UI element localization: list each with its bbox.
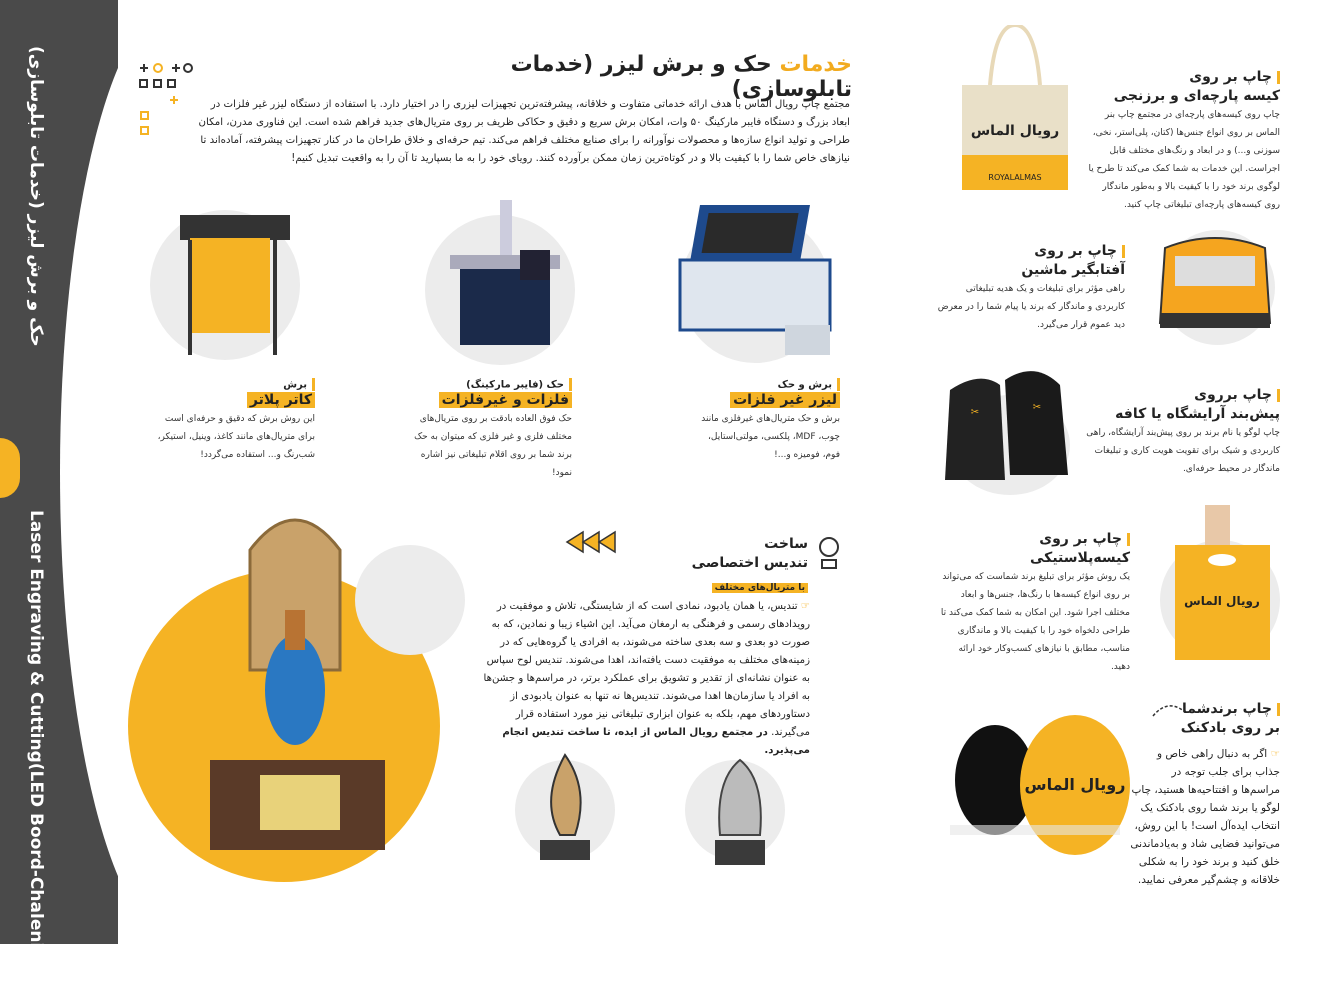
small-trophy-1 [535,750,595,865]
machine-1-desc: برش و حک متریال‌های غیرفلزی مانند چوب، MDF، پلکسی، مولتی‌استایل، فوم، فومیزه و...! [701,414,840,460]
trophy-image [200,490,390,870]
svg-text:✂: ✂ [1032,402,1042,413]
machine-3-small: برش [283,379,307,391]
print-item-5-desc-wrap: ☞ اگر به دنبال راهی خاص و جذاب برای جلب توجه در مراسم‌ها و افتتاحیه‌ها هستید، چاپ لوگو یا برند شما روی بادکنک یک انتخاب ایده‌آل است! با این روش، می‌توانید فضایی شاد و به‌یادماندنی خلق کنید و برند خود را به شکلی خلاقانه و چشم‌گیر معرفی نمایید. [1130,748,1280,886]
machine-2-desc: حک فوق العاده بادقت بر روی متریال‌های مختلف فلزی و غیر فلزی که میتوان به حک برند شما بر روی اقلام تبلیغاتی نیز اشاره نمود! [414,414,572,478]
page-title-main: حک و برش لیزر (خدمات تابلوسازی) [510,52,852,102]
fiber-machine-image [430,195,570,355]
decor-dots [136,60,200,140]
print-item-3-title1: چاپ برروی [1194,387,1272,403]
machine-1-title: لیزر غیر فلزات [730,392,840,408]
print-item-1-desc: چاپ روی کیسه‌های پارچه‌ای در مجتمع چاپ بنر الماس بر روی انواع جنس‌ها (کتان، پلی‌استر، نخی، سوزنی و...) و در ابعاد و رنگ‌های مختلف قابل اجراست. این خدمات به شما کمک می‌کند تا طرح یا لوگوی برند خود را با کیفیت بالا و به‌طور ماندگار روی کیسه‌های پارچه‌ای تبلیغاتی چاپ کنید. [1088,110,1280,210]
print-item-1-title2: کیسه پارچه‌ای و برزنجی [1113,88,1280,104]
machine-3-title: کاتر پلاتر [247,392,315,408]
trophy-tag: با متریال‌های مختلف [712,583,808,593]
print-item-1-title1: چاپ بر روی [1189,69,1272,85]
cloth-bag-brand-en: ROYALALMAS [988,173,1042,182]
laser-machine-image [675,205,840,365]
trophy-heading-line1: ساخت [764,536,808,552]
print-item-5-title1: چاپ برندشما [1181,701,1272,717]
small-trophy-2 [710,755,770,870]
print-item-3 [1080,386,1280,478]
van-image [1150,228,1280,338]
page-title-highlight: خدمات [779,52,852,77]
machine-3 [150,378,315,464]
print-item-5-desc: اگر به دنبال راهی خاص و جذاب برای جلب توجه در مراسم‌ها و افتتاحیه‌ها هستید، چاپ لوگو یا برند شما روی بادکنک یک انتخاب ایده‌آل است! با این روش، می‌توانید فضایی شاد و به‌یادماندنی خلق کنید و برند خود را به شکلی خلاقانه و چشم‌گیر معرفی نمایید. [1130,748,1280,886]
intro-paragraph: مجتمع چاپ رویال الماس با هدف ارائه خدماتی متفاوت و خلاقانه، پیشرفته‌ترین تجهیزات لیزری را در اختیار دارد. با استفاده از دستگاه لیزر غیر فلزات در ابعاد بزرگ و دستگاه فایبر مارکینگ ۵۰ وات، امکان برش سریع و دقیق و حکاکی ظریف بر روی متریال‌های جدید فراهم شده است. این فناوری مدرن، امکان طراحی و تولید انواع سازه‌ها و محصولات نوآورانه را برای صنایع مختلف فراهم می‌کند. تیم حرفه‌ای و خلاق طراحان ما در کنار تجهیزات پیشرفته، آماده‌اند تا نیازهای خاص شما را با کیفیت بالا و در کوتاه‌ترین زمان ممکن برآورده کنند. رویای خود را به ما بسپارید تا آن را به واقعیت تبدیل کنیم! [198,99,850,164]
apron-image [940,360,1075,490]
print-item-4 [940,530,1130,676]
plastic-bag-image [1170,500,1275,660]
sidebar-title-en: Laser Engraving & Cutting(LED Boord-Chaleniom) [26,510,46,985]
print-item-2-desc: راهی مؤثر برای تبلیغات و یک هدیه تبلیغاتی کاربردی و ماندگار که برند یا پیام شما را در معرض دید عموم قرار می‌گیرد. [937,284,1125,330]
print-item-3-desc: چاپ لوگو یا نام برند بر روی پیش‌بند آرایشگاه، راهی کاربردی و شیک برای تقویت هویت کاری و تبلیغات ماندگار در محیط حرفه‌ای. [1086,428,1280,474]
machine-1 [690,378,840,464]
arrows-icon [565,530,620,554]
machine-2 [410,378,572,482]
trophy-heading [660,535,808,594]
machine-3-desc: این روش برش که دقیق و حرفه‌ای است برای متریال‌های مانند کاغذ، وینیل، استیکر، شب‌رنگ و... استفاده می‌گردد! [157,414,315,460]
trophy-bold: در مجتمع رویال الماس از ایده، تا ساخت تندیس انجام می‌پذیرد. [502,727,810,756]
cloth-bag-image [950,25,1080,195]
plastic-bag-brand-text: رویال الماس [1184,594,1260,608]
cloth-bag-brand-text: رویال الماس [970,123,1060,139]
print-item-4-title2: کیسه‌پلاستیکی [1030,550,1130,566]
print-item-2 [935,242,1125,334]
plotter-image [160,210,300,360]
machine-2-small: حک (فایبر مارکینگ) [466,379,564,391]
trophy-heading-line2: تندیس اختصاصی [691,555,808,571]
machine-1-small: برش و حک [777,379,832,391]
print-item-2-title1: چاپ بر روی [1034,243,1117,259]
print-item-4-title1: چاپ بر روی [1039,531,1122,547]
balloons-image [940,710,1140,870]
sidebar-title-fa: حک و برش لیزر (خدمات تابلوسازی) [26,46,46,347]
trophy-body: تندیس، یا همان یادبود، نمادی است که از شایستگی، تلاش و موفقیت در رویدادهای رسمی و فرهنگی به ارمغان می‌آید. این اشیاء زیبا و نمادین، که به صورت دو بعدی و سه بعدی ساخته می‌شوند، به افرادی یا گروه‌هایی که در زمینه‌های مختلف به موفقیت دست یافته‌اند، اهدا می‌شوند. تندیس لوح سپاس به عنوان نشانه‌ای از تقدیر و تشویق برای عملکرد برتر، در مراسم‌ها و جشن‌ها به افراد یا سازمان‌ها اهدا می‌شوند. تندیس‌ها نه تنها به عنوان یادبودی از دستاوردهای مهم، بلکه به عنوان ابزاری تبلیغاتی نیز مورد استفاده قرار می‌گیرند. [483,601,810,738]
trophy-icon [816,536,842,570]
trophy-paragraph: ☞ تندیس، یا همان یادبود، نمادی است که از شایستگی، تلاش و موفقیت در رویدادهای رسمی و فرهنگی به ارمغان می‌آید. این اشیاء زیبا و نمادین، که به صورت دو بعدی و سه بعدی ساخته می‌شوند، به افرادی یا گروه‌هایی که در زمینه‌های مختلف به موفقیت دست یافته‌اند، اهدا می‌شوند. تندیس لوح سپاس به عنوان نشانه‌ای از تقدیر و تشویق برای عملکرد برتر، در مراسم‌ها و جشن‌ها به افراد یا سازمان‌ها اهدا می‌شوند. تندیس‌ها نه تنها به عنوان یادبودی از دستاوردهای مهم، بلکه به عنوان ابزاری تبلیغاتی نیز مورد استفاده قرار می‌گیرند. در مجتمع رویال الماس از ایده، تا ساخت تندیس انجام می‌پذیرد. [483,601,810,756]
balloon-brand-text: رویال الماس [1024,775,1126,794]
print-item-1 [1085,68,1280,214]
print-item-4-desc: یک روش مؤثر برای تبلیغ برند شماست که می‌تواند بر روی انواع کیسه‌ها با رنگ‌ها، جنس‌ها و ابعاد مختلف اجرا شود. این امکان به شما کمک می‌کند تا طراحی دلخواه خود را با کیفیت بالا و ماندگاری مناسب، مطابق با نیازهای کسب‌وکار خود ارائه دهید. [940,572,1130,672]
svg-text:✂: ✂ [970,407,980,418]
print-item-5-heading [1180,700,1280,738]
print-item-3-title2: پیش‌بند آرایشگاه یا کافه [1115,406,1280,422]
page-title [400,52,852,102]
print-item-5-title2: بر روی بادکنک [1180,720,1280,736]
machine-2-title: فلزات و غیرفلزات [439,392,572,408]
print-item-2-title2: آفتابگیر ماشین [1021,262,1125,278]
